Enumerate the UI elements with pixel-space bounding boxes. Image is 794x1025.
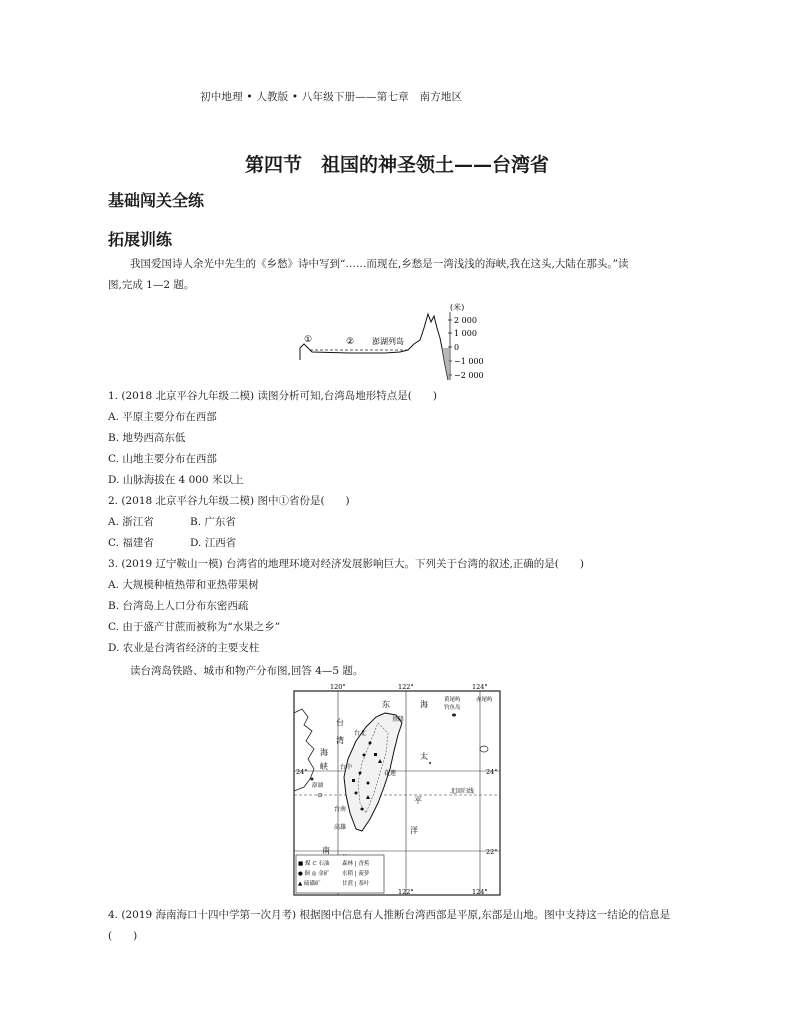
map-lon-120: 120° bbox=[330, 683, 346, 691]
map-label-hai: 海 bbox=[320, 748, 328, 757]
profile-tick: 1 000 bbox=[454, 329, 477, 338]
question-1-option-a: A. 平原主要分布在西部 bbox=[108, 411, 217, 423]
map-label-tai2: 太 bbox=[420, 752, 428, 761]
question-4-paren: ( ) bbox=[108, 930, 138, 942]
map-city-tainan: 台南 bbox=[334, 806, 347, 813]
map-label-wan: 湾 bbox=[336, 736, 344, 745]
map-label-ping: 平 bbox=[414, 796, 422, 805]
map-lon-122-bottom: 122° bbox=[398, 888, 414, 896]
question-3-option-b: B. 台湾岛上人口分布东密西疏 bbox=[108, 600, 249, 612]
profile-tick: 0 bbox=[454, 343, 460, 352]
map-label-sea: 海 bbox=[420, 700, 428, 709]
question-2-option-d: D. 江西省 bbox=[190, 537, 237, 549]
section-heading-basic: 基础闯关全练 bbox=[108, 191, 205, 210]
terrain-profile-figure bbox=[290, 300, 500, 382]
map-label-east: 东 bbox=[382, 700, 390, 709]
map-lat-24-right: 24° bbox=[486, 768, 498, 776]
map-city-taipei: 台北 bbox=[354, 730, 367, 737]
intro-paragraph-line2: 图,完成 1—2 题。 bbox=[108, 279, 195, 291]
question-1-option-c: C. 山地主要分布在西部 bbox=[108, 453, 217, 465]
map-legend-item: ■ 煤 ⊂ 石油 bbox=[298, 861, 330, 867]
map-label-nan: 南 bbox=[322, 846, 330, 855]
map-label-diaoyu: 钓鱼岛 bbox=[444, 705, 461, 711]
map-label-chiwei: 赤尾屿 bbox=[476, 697, 493, 703]
map-legend-item: 森林 | 香蕉 bbox=[342, 861, 370, 867]
map-lon-124: 124° bbox=[472, 683, 488, 691]
profile-label-penghu: 澎湖列岛 bbox=[372, 337, 404, 346]
question-1-stem: 1. (2018 北京平谷九年级二模) 读图分析可知,台湾岛地形特点是( ) bbox=[108, 390, 437, 402]
question-3-option-d: D. 农业是台湾省经济的主要支柱 bbox=[108, 642, 260, 654]
map-label-xia: 峡 bbox=[320, 762, 328, 771]
question-4-stem: 4. (2019 海南海口十四中学第一次月考) 根据图中信息有人推断台湾西部是平原,东部是山地。图中支持这一结论的信息是 bbox=[108, 909, 671, 921]
map-label-penghu: 澎湖 bbox=[312, 783, 324, 789]
intro-paragraph-line1: 我国爱国诗人余光中先生的《乡愁》诗中写到“……而现在,乡愁是一湾浅浅的海峡,我在这头,大陆在那头。”读 bbox=[130, 258, 629, 270]
map-label-huangwei: 黄尾屿 bbox=[444, 697, 461, 703]
profile-tick: −2 000 bbox=[454, 371, 484, 380]
map-label-tai: 台 bbox=[336, 718, 344, 727]
question-3-stem: 3. (2019 辽宁鞍山一模) 台湾省的地理环境对经济发展影响巨大。下列关于台湾的叙述,正确的是( ) bbox=[108, 558, 584, 570]
map-legend-item: ▲ 硫磺矿 bbox=[298, 881, 321, 887]
map-lon-124-bottom: 124° bbox=[472, 888, 488, 896]
question-3-option-a: A. 大规模种植热带和亚热带果树 bbox=[108, 579, 259, 591]
profile-label-1: ① bbox=[304, 335, 313, 345]
page-header: 初中地理 • 人教版 • 八年级下册——第七章 南方地区 bbox=[200, 91, 463, 103]
map-city-keelung: 基隆 bbox=[392, 716, 405, 723]
map-city-kaohsiung: 高雄 bbox=[334, 824, 347, 831]
question-2-option-a: A. 浙江省 bbox=[108, 516, 154, 528]
profile-unit-label: (米) bbox=[450, 303, 465, 312]
map-legend-item: 甘蔗 | 茶叶 bbox=[342, 881, 370, 887]
map-intro: 读台湾岛铁路、城市和物产分布图,回答 4—5 题。 bbox=[130, 665, 364, 677]
question-2-stem: 2. (2018 北京平谷九年级二模) 图中①省份是( ) bbox=[108, 495, 350, 507]
map-legend-item: 水稻 | 菠萝 bbox=[342, 871, 370, 877]
profile-tick: −1 000 bbox=[454, 357, 484, 366]
section-heading-extension: 拓展训练 bbox=[108, 230, 173, 249]
map-legend-item: ● 铜 ◎ 金矿 bbox=[298, 871, 330, 877]
map-label-tropic: 北回归线 bbox=[450, 788, 475, 795]
page-title: 第四节 祖国的神圣领土——台湾省 bbox=[244, 154, 549, 176]
map-lon-122: 122° bbox=[398, 683, 414, 691]
taiwan-map-figure bbox=[290, 683, 505, 898]
profile-label-2: ② bbox=[346, 337, 355, 347]
map-label-yang: 洋 bbox=[410, 826, 418, 835]
question-2-option-b: B. 广东省 bbox=[190, 516, 236, 528]
question-1-option-b: B. 地势西高东低 bbox=[108, 432, 186, 444]
map-lat-24: 24° bbox=[296, 768, 308, 776]
map-lat-22: 22° bbox=[486, 848, 498, 856]
question-3-option-c: C. 由于盛产甘蔗而被称为“水果之乡” bbox=[108, 621, 281, 633]
question-1-option-d: D. 山脉海拔在 4 000 米以上 bbox=[108, 474, 244, 486]
map-city-hualien: 花莲 bbox=[384, 770, 397, 777]
map-city-taichung: 台中 bbox=[340, 764, 353, 771]
profile-tick: 2 000 bbox=[454, 316, 477, 325]
question-2-option-c: C. 福建省 bbox=[108, 537, 154, 549]
